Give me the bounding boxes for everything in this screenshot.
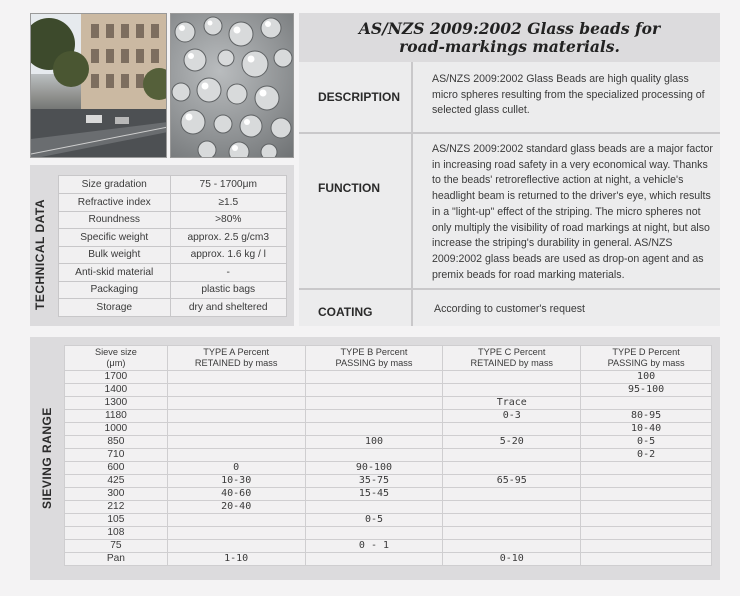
percent-cell-type-d [581, 462, 712, 475]
percent-cell-type-d: 10-40 [581, 423, 712, 436]
tech-property: Refractive index [59, 194, 171, 212]
sieving-range-heading: SIEVING RANGE [40, 407, 54, 509]
tech-value: approx. 1.6 kg / l [170, 246, 287, 264]
percent-cell-type-d [581, 553, 712, 566]
percent-cell-type-c: 65-95 [443, 475, 581, 488]
percent-cell-type-d [581, 488, 712, 501]
percent-cell-type-b: 90-100 [305, 462, 443, 475]
tech-value: >80% [170, 211, 287, 229]
table-row [65, 423, 712, 436]
percent-cell-type-b [305, 371, 443, 384]
percent-cell-type-c [443, 423, 581, 436]
sieve-size-cell: 105 [65, 514, 168, 527]
percent-cell-type-d [581, 475, 712, 488]
description-line: micro spheres resulting from the specialized processing of [432, 88, 705, 101]
percent-cell-type-b: 0 - 1 [305, 540, 443, 553]
percent-cell-type-a [167, 410, 305, 423]
table-row [65, 449, 712, 462]
table-row [65, 540, 712, 553]
percent-cell-type-c: 5-20 [443, 436, 581, 449]
table-row [59, 264, 287, 282]
percent-cell-type-c [443, 527, 581, 540]
table-row [65, 371, 712, 384]
title-line-1: AS/NZS 2009:2002 Glass beads for [358, 19, 661, 38]
percent-cell-type-c [443, 371, 581, 384]
percent-cell-type-b [305, 527, 443, 540]
column-header: TYPE B Percent PASSING by mass [305, 346, 443, 371]
table-row [59, 211, 287, 229]
column-header: Sieve size (μm) [65, 346, 168, 371]
percent-cell-type-c: 0-10 [443, 553, 581, 566]
percent-cell-type-b [305, 384, 443, 397]
percent-cell-type-c: Trace [443, 397, 581, 410]
description-line: AS/NZS 2009:2002 Glass Beads are high quality glass [432, 73, 689, 85]
table-row [65, 514, 712, 527]
percent-cell-type-a: 0 [167, 462, 305, 475]
percent-cell-type-a [167, 436, 305, 449]
table-row [65, 384, 712, 397]
percent-cell-type-a [167, 540, 305, 553]
percent-cell-type-c [443, 501, 581, 514]
tech-property: Specific weight [59, 229, 171, 247]
percent-cell-type-b [305, 449, 443, 462]
function-line: to the beads' retroreflective action at night, a vehicle's [432, 174, 684, 187]
percent-cell-type-b [305, 410, 443, 423]
percent-cell-type-b [305, 553, 443, 566]
percent-cell-type-d: 95-100 [581, 384, 712, 397]
function-line: increase the striping's durability in general. AS/NZS [432, 237, 673, 250]
table-row [59, 246, 287, 264]
function-line: in a "light-up" effect of the striping. The micro spheres not [432, 205, 701, 218]
percent-cell-type-b: 100 [305, 436, 443, 449]
info-divider-1 [299, 132, 720, 134]
percent-cell-type-d: 80-95 [581, 410, 712, 423]
percent-cell-type-b [305, 501, 443, 514]
table-row [59, 281, 287, 299]
sieve-size-cell: 300 [65, 488, 168, 501]
percent-cell-type-d: 100 [581, 371, 712, 384]
column-header: TYPE C Percent RETAINED by mass [443, 346, 581, 371]
percent-cell-type-a: 40-60 [167, 488, 305, 501]
info-divider-2 [299, 288, 720, 290]
tech-value: ≥1.5 [170, 194, 287, 212]
coating-label: COATING [318, 305, 373, 319]
percent-cell-type-c [443, 514, 581, 527]
tech-property: Size gradation [59, 176, 171, 194]
table-row [65, 436, 712, 449]
table-row [65, 527, 712, 540]
function-line: 2009:2002 glass beads are used as drop-on agent and as [432, 252, 704, 265]
percent-cell-type-a [167, 397, 305, 410]
tech-value: - [170, 264, 287, 282]
title-line-2: road-markings materials. [399, 37, 620, 56]
technical-data-heading: TECHNICAL DATA [33, 199, 47, 310]
percent-cell-type-c [443, 462, 581, 475]
table-row [65, 397, 712, 410]
table-row [65, 475, 712, 488]
percent-cell-type-d: 0-2 [581, 449, 712, 462]
technical-data-table [58, 175, 287, 317]
percent-cell-type-c: 0-3 [443, 410, 581, 423]
table-row [65, 410, 712, 423]
tech-value: plastic bags [170, 281, 287, 299]
percent-cell-type-c [443, 488, 581, 501]
description-label: DESCRIPTION [318, 90, 401, 104]
percent-cell-type-a [167, 423, 305, 436]
function-line: premix beads for road marking materials. [432, 268, 625, 281]
sieving-range-panel [30, 337, 720, 580]
percent-cell-type-a: 10-30 [167, 475, 305, 488]
percent-cell-type-b: 0-5 [305, 514, 443, 527]
percent-cell-type-c [443, 449, 581, 462]
sieve-size-cell: 1000 [65, 423, 168, 436]
sieve-size-cell: 75 [65, 540, 168, 553]
sieve-size-cell: 850 [65, 436, 168, 449]
function-line: headlight beam is returned to the driver's eye, which results [432, 190, 711, 203]
coating-text: According to customer's request [434, 303, 585, 315]
percent-cell-type-d: 0-5 [581, 436, 712, 449]
function-line: in increasing road safety in a very economical way. Thanks [432, 158, 708, 171]
percent-cell-type-b [305, 397, 443, 410]
tech-property: Packaging [59, 281, 171, 299]
sieve-size-cell: 1400 [65, 384, 168, 397]
tech-value: dry and sheltered [170, 299, 287, 317]
table-row [59, 229, 287, 247]
glass-beads-photo [170, 13, 294, 158]
tech-property: Bulk weight [59, 246, 171, 264]
percent-cell-type-c [443, 384, 581, 397]
function-line: only multiply the visibility of road markings at night, but also [432, 221, 710, 234]
info-divider-vertical [411, 62, 413, 326]
sieve-size-cell: 600 [65, 462, 168, 475]
percent-cell-type-a [167, 514, 305, 527]
column-header: TYPE A Percent RETAINED by mass [167, 346, 305, 371]
technical-data-panel [30, 165, 294, 326]
function-line: AS/NZS 2009:2002 standard glass beads are a major factor [432, 143, 713, 155]
tech-property: Roundness [59, 211, 171, 229]
sieve-size-cell: 212 [65, 501, 168, 514]
table-row [59, 176, 287, 194]
percent-cell-type-d [581, 501, 712, 514]
percent-cell-type-a [167, 371, 305, 384]
table-row [65, 462, 712, 475]
sieve-size-cell: 1700 [65, 371, 168, 384]
tech-value: approx. 2.5 g/cm3 [170, 229, 287, 247]
percent-cell-type-a [167, 449, 305, 462]
table-row [65, 488, 712, 501]
description-line: selected glass cullet. [432, 104, 530, 117]
function-text [432, 142, 713, 283]
sieve-size-cell: Pan [65, 553, 168, 566]
table-row [59, 194, 287, 212]
title-panel [299, 13, 720, 62]
percent-cell-type-d [581, 514, 712, 527]
table-row [65, 501, 712, 514]
table-header-row [65, 346, 712, 371]
percent-cell-type-a [167, 527, 305, 540]
sieve-size-cell: 108 [65, 527, 168, 540]
percent-cell-type-a: 20-40 [167, 501, 305, 514]
percent-cell-type-d [581, 397, 712, 410]
tech-property: Anti-skid material [59, 264, 171, 282]
street-photo [30, 13, 167, 158]
percent-cell-type-b: 15-45 [305, 488, 443, 501]
description-text [432, 72, 705, 119]
sieve-size-cell: 710 [65, 449, 168, 462]
tech-property: Storage [59, 299, 171, 317]
table-row [59, 299, 287, 317]
page-title [299, 20, 720, 56]
percent-cell-type-b: 35-75 [305, 475, 443, 488]
function-label: FUNCTION [318, 181, 380, 195]
sieve-size-cell: 1300 [65, 397, 168, 410]
percent-cell-type-a: 1-10 [167, 553, 305, 566]
percent-cell-type-a [167, 384, 305, 397]
percent-cell-type-c [443, 540, 581, 553]
sieve-size-cell: 425 [65, 475, 168, 488]
sieve-size-cell: 1180 [65, 410, 168, 423]
percent-cell-type-d [581, 540, 712, 553]
sieving-range-table [64, 345, 712, 566]
table-row [65, 553, 712, 566]
percent-cell-type-d [581, 527, 712, 540]
column-header: TYPE D Percent PASSING by mass [581, 346, 712, 371]
tech-value: 75 - 1700μm [170, 176, 287, 194]
info-panel [299, 62, 720, 326]
percent-cell-type-b [305, 423, 443, 436]
